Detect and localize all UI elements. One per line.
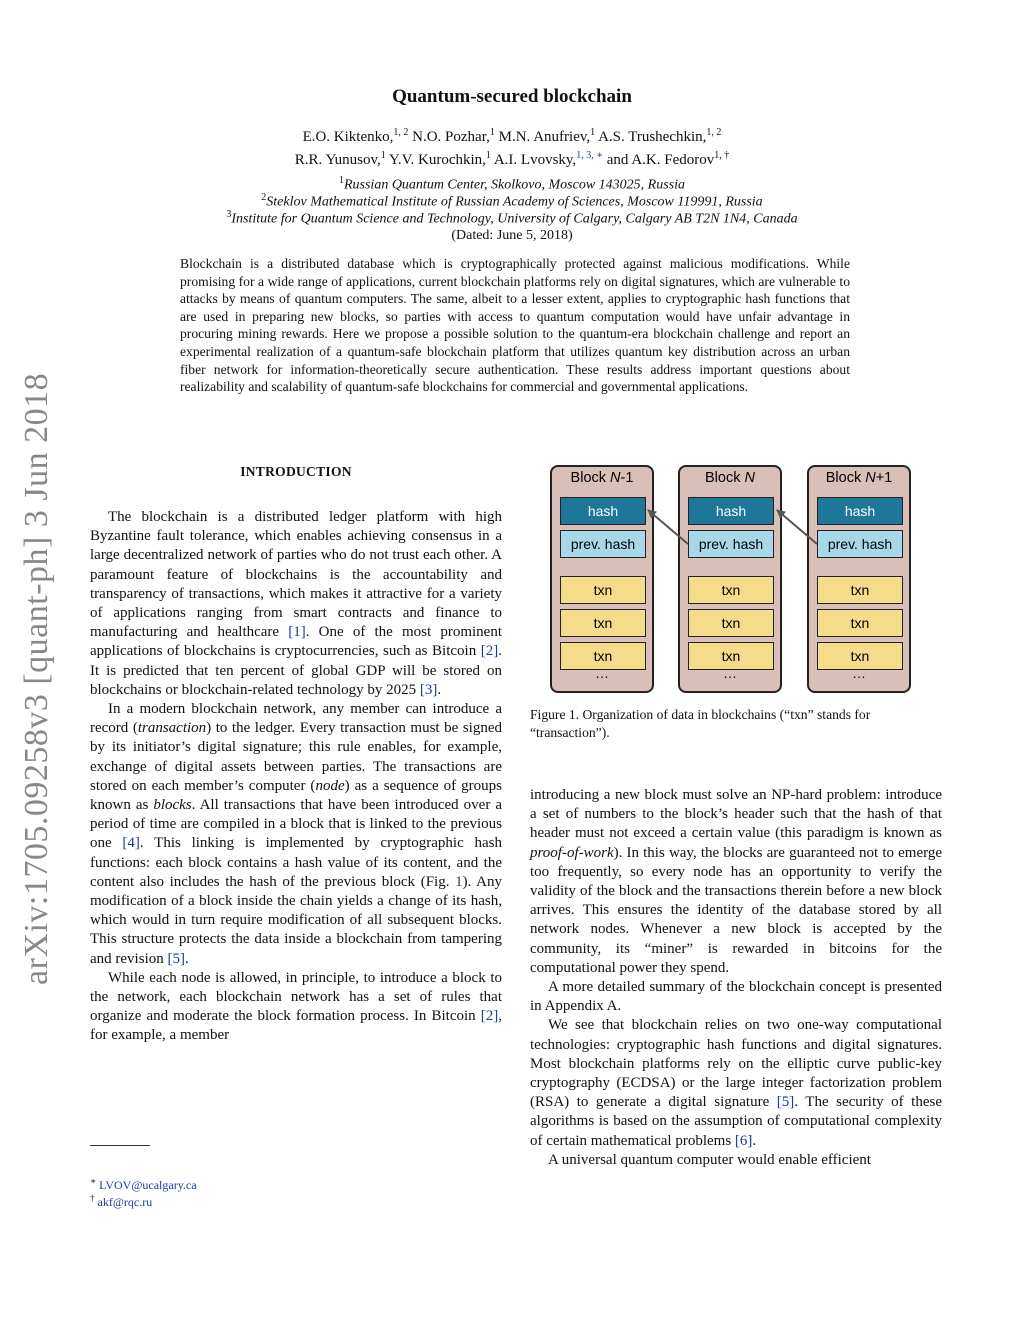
affiliation-text: Steklov Mathematical Institute of Russian Academy of Sciences, Moscow 119991, Russia — [266, 194, 763, 210]
block-n — [678, 465, 782, 693]
text-run: ). In this way, the blocks are guaranteed not to emerge too frequently, so every node has an opportunity to verify the validity of the block and the transactions therein before a new block arrives. This ensures the identity of the database stored by all network nodes. Whenever a new block is accepted by the community, its “miner” is rewarded in bitcoins for the computational power they spend. — [530, 844, 942, 976]
block-title-var: N — [610, 470, 621, 486]
paragraph — [530, 1016, 942, 1150]
right-column — [530, 786, 942, 1170]
text-run: While each node is allowed, in principle, to introduce a block to the network, each blockchain network has a set of rules that organize and moderate the block formation process. In Bitcoin — [90, 969, 502, 1025]
block-title-suffix: +1 — [875, 470, 893, 486]
text-run: We see that blockchain relies on two one-way computational technologies: cryptographic hash functions and digital signatures. Most blockchain platforms rely on the elliptic curve public-key cryptography (ECDSA) or the large integer factorization problem (RSA) to generate a digital signature — [530, 1017, 942, 1111]
dated-line: (Dated: June 5, 2018) — [451, 228, 573, 243]
text-run: . — [437, 681, 442, 698]
citation-link[interactable]: [3] — [419, 681, 438, 698]
txn-cell: txn — [817, 642, 903, 670]
prev-hash-cell: prev. hash — [817, 530, 903, 558]
figure-reference-link[interactable]: 1 — [455, 873, 463, 890]
email-link[interactable]: akf@rqc.ru — [97, 1195, 153, 1209]
txn-cell: txn — [560, 576, 646, 604]
author-name: R.R. Yunusov, — [294, 152, 381, 168]
hash-cell: hash — [688, 497, 774, 525]
txn-cell: txn — [688, 609, 774, 637]
prev-hash-cell: prev. hash — [688, 530, 774, 558]
txn-cell: txn — [817, 576, 903, 604]
section-heading-introduction: INTRODUCTION — [240, 464, 352, 479]
author-name: E.O. Kiktenko, — [302, 129, 394, 145]
author-affil-mark: 1, 2 — [393, 127, 409, 138]
txn-cell: txn — [560, 609, 646, 637]
text-run: . All transactions that have been introduced over a period of time are compiled in a block that is linked to the previous one — [90, 797, 502, 852]
author-affil-mark: 1, 2 — [706, 127, 722, 138]
author-affil-mark[interactable]: 1, 3, ∗ — [576, 150, 603, 161]
authors-line-1 — [0, 127, 1024, 146]
citation-link[interactable]: [6] — [734, 1132, 753, 1149]
abstract: Blockchain is a distributed database which is cryptographically protected against malicious modifications. While promising for a wide range of applications, current blockchain platforms rely on digital signatures, which are vulnerable to attacks by means of quantum computers. The same, albeit to a lesser extent, applies to cryptographic hash functions that are used in preparing new blocks, so parties with access to quantum computation would have unfair advantage in procuring mining rewards. Here we propose a possible solution to the quantum-era blockchain challenge and report an experimental realization of a quantum-safe blockchain platform that utilizes quantum key distribution across an urban fiber network for information-theoretically secure authentication. These results address important questions about realizability and scalability of quantum-safe blockchains for commercial and governmental applications. — [180, 256, 850, 395]
paragraph — [90, 508, 502, 700]
ellipsis: … — [852, 665, 866, 681]
author-affil-mark: 1 — [380, 150, 386, 161]
text-run: The blockchain is a distributed ledger platform with high Byzantine fault tolerance, which enables achieving consensus in a large decentralized network of parties who do not trust each other. A paramount feature of blockchains is the accountability and transparency of transactions, which makes it attractive for a variety of applications ranging from smart contracts and finance to manufacturing and healthcare — [90, 509, 502, 641]
author-affil-mark: 1 — [489, 127, 495, 138]
block-title-var: N — [865, 470, 876, 486]
author-affil-mark: 1, † — [714, 150, 730, 161]
emphasis: proof-of-work — [530, 844, 614, 861]
paragraph: A universal quantum computer would enable efficient — [548, 1151, 871, 1168]
text-run: In a modern blockchain network, any member can introduce a record ( — [90, 701, 502, 737]
paragraph — [530, 786, 942, 978]
block-title-var: N — [744, 470, 755, 486]
txn-cell: txn — [560, 642, 646, 670]
text-run: . — [752, 1132, 757, 1149]
text-run: introducing a new block must solve an NP-hard problem: introduce a set of numbers to the block’s header such that the hash of that header must not exceed a certain value (this paradigm is known as — [530, 787, 942, 842]
footnote-mark: ∗ — [90, 1176, 97, 1186]
block-title-text: Block — [705, 470, 745, 486]
prev-hash-cell: prev. hash — [560, 530, 646, 558]
text-run: . One of the most prominent applications of blockchains is cryptocurrencies, such as Bitcoin — [90, 624, 503, 660]
author-name: N.O. Pozhar, — [408, 129, 490, 145]
txn-cell: txn — [688, 642, 774, 670]
paragraph — [90, 969, 502, 1046]
author-name: and A.K. Fedorov — [602, 152, 715, 168]
hash-cell: hash — [560, 497, 646, 525]
citation-link[interactable]: [5] — [167, 950, 185, 967]
txn-cell: txn — [688, 576, 774, 604]
ellipsis: … — [595, 665, 609, 681]
citation-link[interactable]: [4] — [122, 835, 140, 852]
block-title — [680, 470, 780, 486]
block-title-suffix: -1 — [620, 470, 634, 486]
affiliation-text: Institute for Quantum Science and Technology, University of Calgary, Calgary AB T2N 1N4, Canada — [231, 211, 798, 227]
affiliation-mark: 3 — [226, 209, 232, 220]
citation-link[interactable]: [1] — [288, 624, 306, 641]
author-name: A.I. Lvovsky, — [490, 152, 577, 168]
footnote-2 — [90, 1193, 152, 1210]
left-column — [90, 508, 502, 1046]
author-name: Y.V. Kurochkin, — [385, 152, 486, 168]
author-name: M.N. Anufriev, — [494, 129, 591, 145]
emphasis: node — [315, 777, 345, 794]
affiliation-2 — [0, 192, 1024, 211]
paper-title: Quantum-secured blockchain — [392, 86, 632, 107]
figure-1-blockchain-diagram — [540, 460, 945, 700]
block-n-minus-1 — [550, 465, 654, 693]
email-link[interactable]: LVOV@ucalgary.ca — [99, 1178, 197, 1192]
emphasis: transaction — [137, 720, 207, 737]
paragraph — [90, 700, 502, 969]
text-run: , for example, a member — [90, 1008, 502, 1044]
block-title — [809, 470, 909, 486]
text-run: . The security of these algorithms is based on the assumption of computational complexity of certain mathematical problems — [530, 1094, 942, 1149]
affiliation-mark: 2 — [261, 192, 267, 203]
paragraph: A more detailed summary of the blockchain concept is presented in Appendix A. — [530, 979, 942, 1015]
emphasis: blocks — [153, 797, 192, 814]
text-run: . This linking is implemented by cryptographic hash functions: each block contains a hash value of its content, and the content also includes the hash of the previous block (Fig. — [90, 835, 502, 890]
citation-link[interactable]: [2] — [480, 1008, 499, 1025]
citation-link[interactable]: [2] — [480, 643, 499, 660]
footnote-mark: † — [90, 1193, 95, 1203]
citation-link[interactable]: [5] — [776, 1094, 795, 1111]
arxiv-identifier-stamp: arXiv:1705.09258v3 [quant-ph] 3 Jun 2018 — [18, 372, 55, 985]
authors-line-2 — [0, 150, 1024, 169]
text-run: . — [184, 950, 189, 967]
affiliation-mark: 1 — [338, 175, 344, 186]
footnote-rule — [90, 1145, 150, 1146]
author-affil-mark: 1 — [485, 150, 491, 161]
affiliation-1 — [0, 175, 1024, 194]
text-run: ) to the ledger. Every transaction must be signed by its initiator’s digital signature; this rule enables, for example, exchange of digital assets between parties. The transactions are stored on each member’s computer ( — [90, 720, 502, 794]
block-title — [552, 470, 652, 486]
txn-cell: txn — [817, 609, 903, 637]
footnote-1 — [90, 1176, 197, 1193]
affiliation-text: Russian Quantum Center, Skolkovo, Moscow 143025, Russia — [343, 177, 686, 193]
text-run: ). Any modification of a block inside the chain yields a change of its hash, which would in turn require modification of all subsequent blocks. This structure protects the data inside a blockchain from tampering and revision — [90, 873, 503, 967]
block-title-text: Block — [825, 470, 866, 486]
affiliation-3 — [0, 209, 1024, 228]
ellipsis: … — [723, 665, 737, 681]
author-name: A.S. Trushechkin, — [595, 129, 707, 145]
text-run: ) as a sequence of groups known as — [90, 777, 502, 814]
figure-1-caption: Figure 1. Organization of data in blockchains (“txn” stands for “transaction”). — [530, 707, 871, 740]
hash-cell: hash — [817, 497, 903, 525]
block-n-plus-1 — [807, 465, 911, 693]
block-title-text: Block — [570, 470, 611, 486]
text-run: . It is predicted that ten percent of global GDP will be stored on blockchains or blockchain-related technology by 2025 — [90, 643, 502, 698]
author-affil-mark: 1 — [590, 127, 596, 138]
